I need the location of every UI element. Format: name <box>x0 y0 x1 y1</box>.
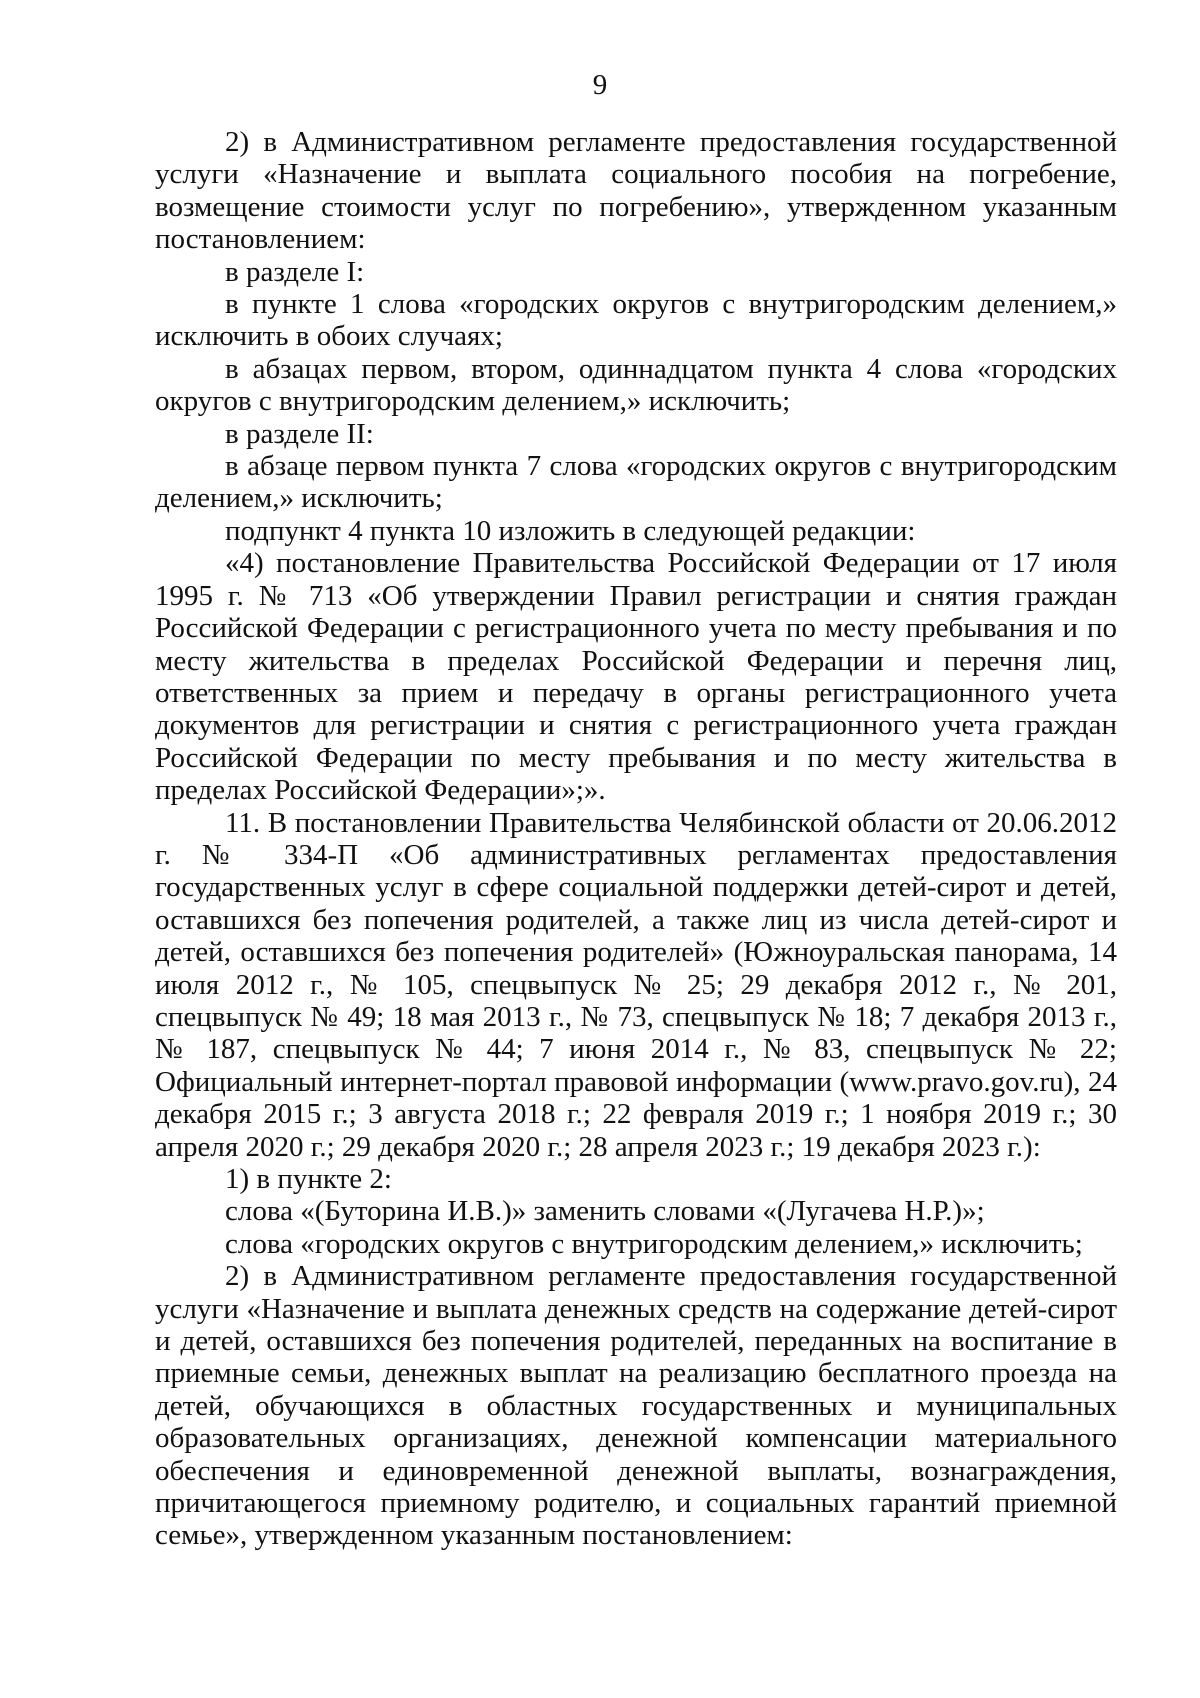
paragraph-point-10-intro: подпункт 4 пункта 10 изложить в следующей редакции: <box>225 514 916 547</box>
paragraph-section-1: в разделе I: <box>225 255 365 288</box>
paragraph-point-4-amendment: в абзацах первом, втором, одиннадцатом пункта 4 слова «городских округов с внутригородским делением,» исключить; <box>155 352 1117 418</box>
paragraph-point-1-amendment: в пункте 1 слова «городских округов с внутригородским делением,» исключить в обоих случаях; <box>155 288 1117 353</box>
document-body <box>155 126 1117 1552</box>
paragraph-subitem-2-burial-allowance: 2) в Административном регламенте предоставления государственной услуги «Назначение и выплата социального пособия на погребение, возмещение стоимости услуг по погребению», утвержденном указанным постановлением: <box>155 126 1117 256</box>
paragraph-point-10-new-text: «4) постановление Правительства Российской Федерации от 17 июля 1995 г. № 713 «Об утверждении Правил регистрации и снятия граждан Российской Федерации с регистрационного учета по месту пребывания и по месту жительства в пределах Российской Федерации и перечня лиц, ответственных за прием и передачу в органы регистрационного учета документов для регистрации и снятия с регистрационного учета граждан Российской Федерации по месту пребывания и по месту жительства в пределах Российской Федерации»;». <box>155 547 1117 807</box>
paragraph-subitem-2-foster-families: 2) в Административном регламенте предоставления государственной услуги «Назначение и выплата денежных средств на содержание детей-сирот и детей, оставшихся без попечения родителей, переданных на воспитание в приемные семьи, денежных выплат на реализацию бесплатного проезда на детей, обучающихся в областных государственных и муниципальных образовательных организациях, денежной компенсации материального обеспечения и единовременной денежной выплаты, вознаграждения, причитающегося приемному родителю, и социальных гарантий приемной семье», утвержденном указанным постановлением: <box>155 1260 1117 1552</box>
paragraph-item-11: 11. В постановлении Правительства Челябинской области от 20.06.2012 г. № 334-П «Об административных регламентах предоставления государственных услуг в сфере социальной поддержки детей-сирот и детей, оставшихся без попечения родителей, а также лиц из числа детей-сирот и детей, оставшихся без попечения родителей» (Южноуральская панорама, 14 июля 2012 г., № 105, спецвыпуск № 25; 29 декабря 2012 г., № 201, спецвыпуск № 49; 18 мая 2013 г., № 73, спецвыпуск № 18; 7 декабря 2013 г., № 187, спецвыпуск № 44; 7 июня 2014 г., № 83, спецвыпуск № 22; Официальный интернет-портал правовой информации (www.pravo.gov.ru), 24 декабря 2015 г.; 3 августа 2018 г.; 22 февраля 2019 г.; 1 ноября 2019 г.; 30 апреля 2020 г.; 29 декабря 2020 г.; 28 апреля 2023 г.; 19 декабря 2023 г.): <box>155 806 1117 1163</box>
page-number: 9 <box>592 69 608 101</box>
paragraph-words-exclusion: слова «городских округов с внутригородским делением,» исключить; <box>225 1227 1083 1260</box>
paragraph-item-11-point-2: 1) в пункте 2: <box>225 1163 392 1195</box>
paragraph-point-7-amendment: в абзаце первом пункта 7 слова «городских округов с внутригородским делением,» исключить; <box>155 450 1117 515</box>
paragraph-name-replacement: слова «(Буторина И.В.)» заменить словами «(Лугачева Н.Р.)»; <box>225 1195 985 1228</box>
paragraph-section-2: в разделе II: <box>225 417 374 450</box>
